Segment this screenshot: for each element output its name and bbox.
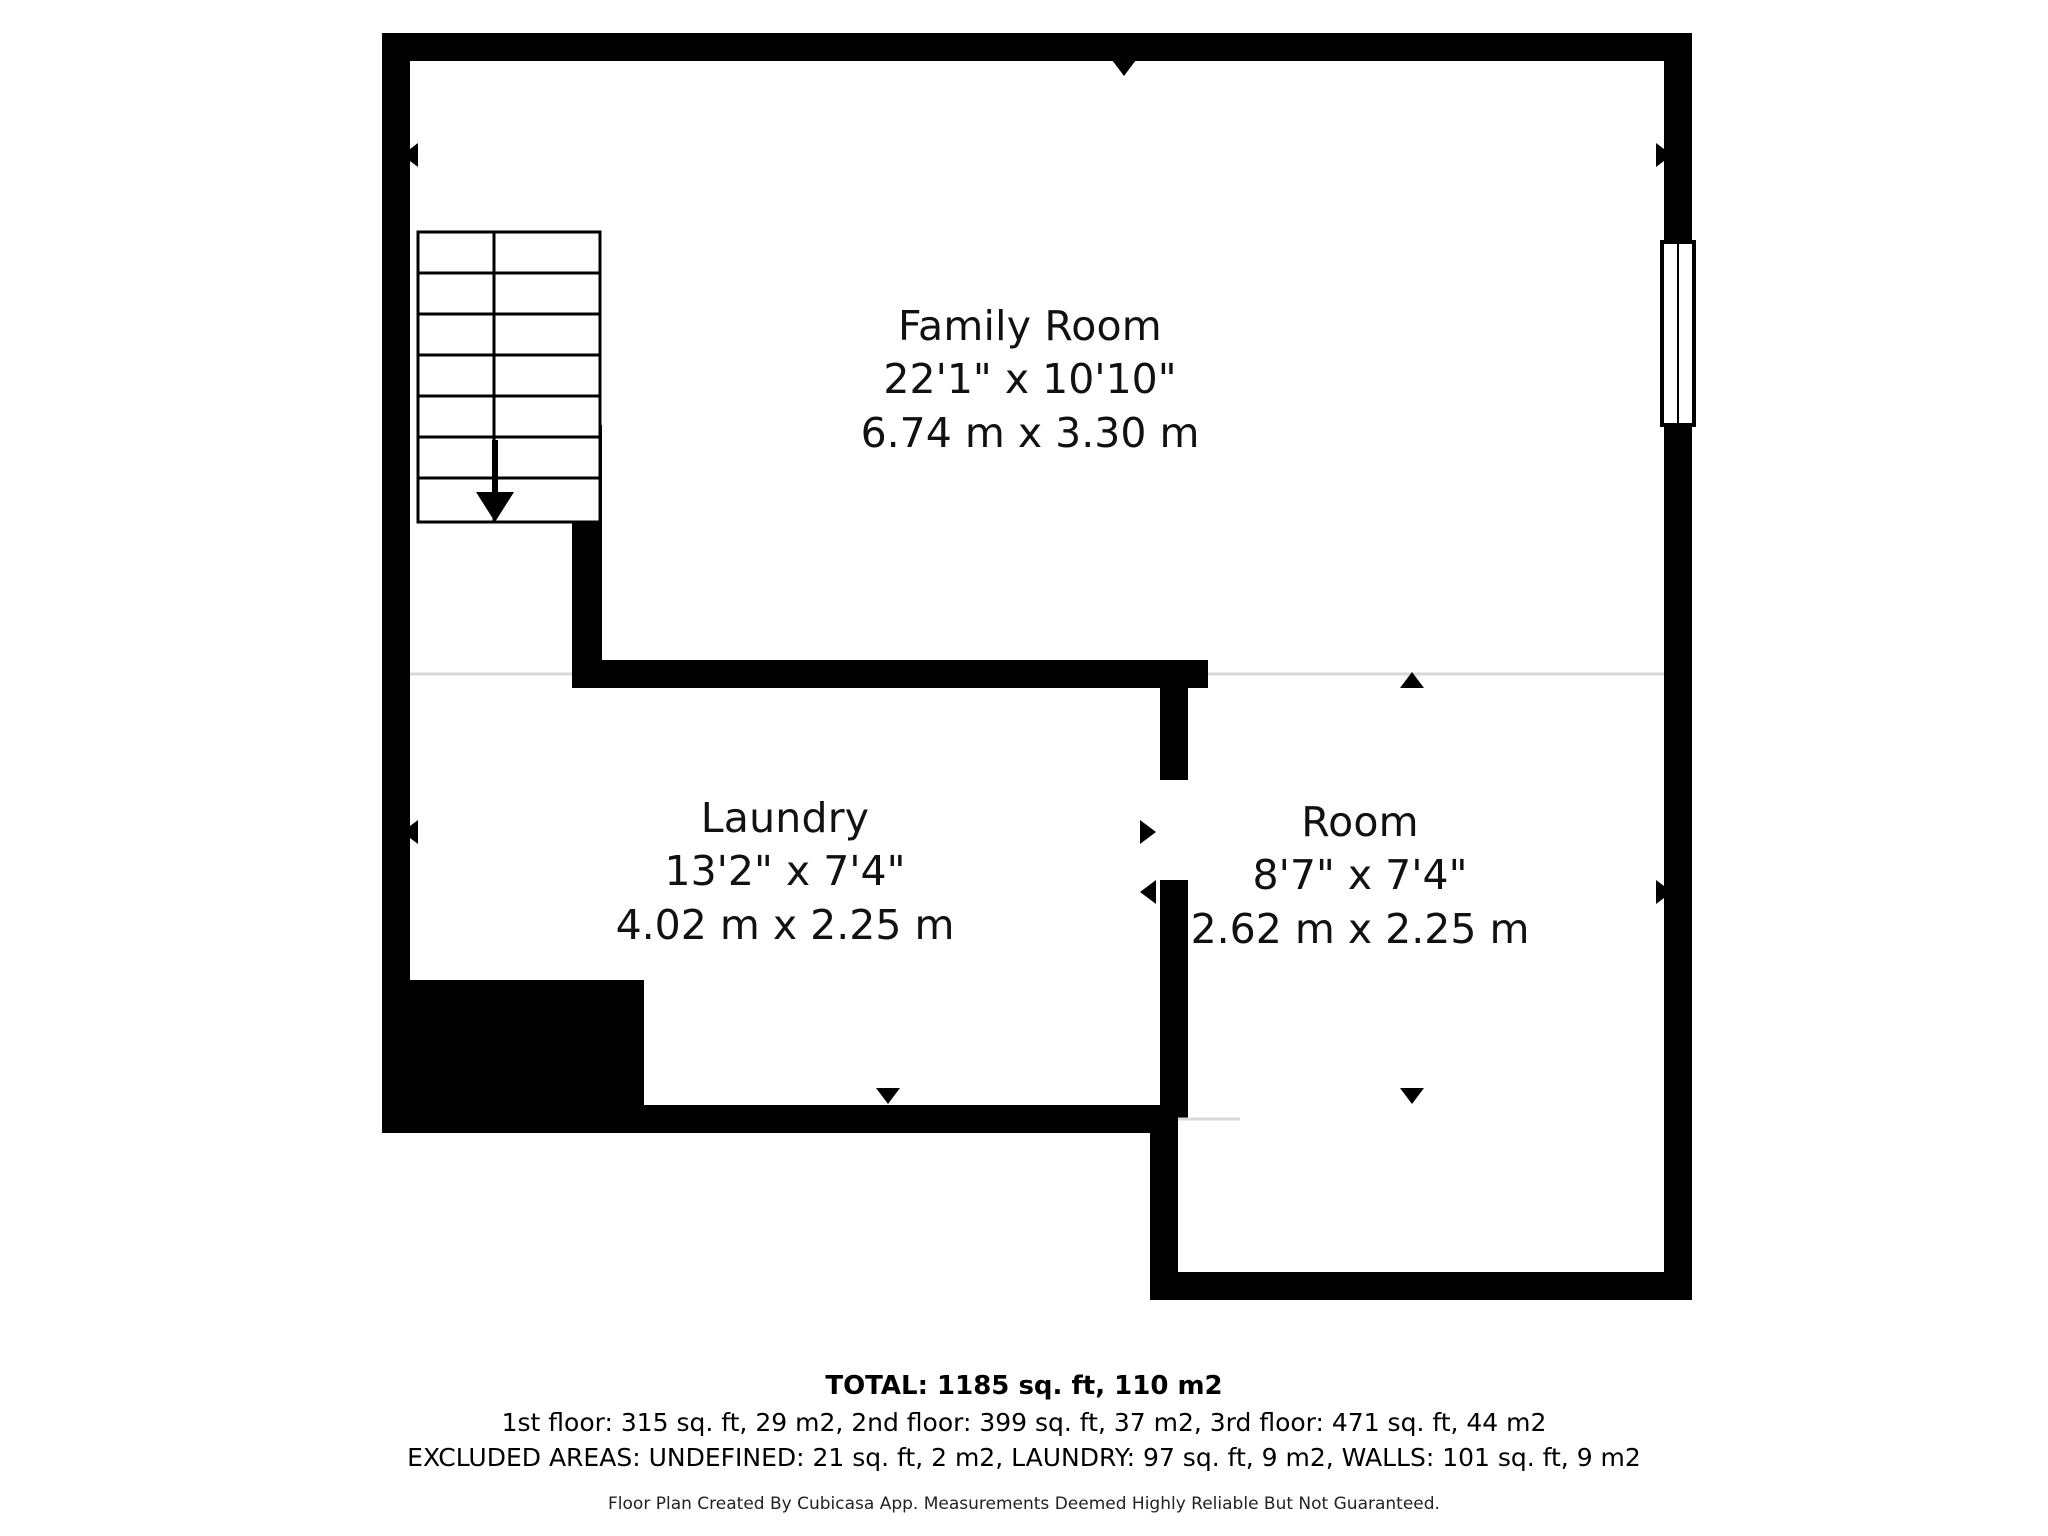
room-name: Room: [1301, 798, 1419, 846]
floor-breakdown-text: 1st floor: 315 sq. ft, 29 m2, 2nd floor: 399 sq. ft, 37 m2, 3rd floor: 471 sq. ft, 44 m2: [501, 1407, 1547, 1437]
room-label-room: [1150, 796, 1570, 956]
room-label-laundry: [555, 792, 1015, 952]
room-name: Laundry: [700, 794, 870, 842]
staircase: [418, 232, 600, 522]
room-dimensions-imperial: 8'7" x 7'4": [1252, 851, 1468, 900]
credit-text: Floor Plan Created By Cubicasa App. Measurements Deemed Highly Reliable But Not Guaranteed.: [608, 1493, 1440, 1514]
area-summary: [0, 1368, 2048, 1514]
room-dimensions-imperial: 22'1" x 10'10": [883, 355, 1177, 404]
room-label-family-room: [770, 300, 1290, 460]
excluded-areas-text: EXCLUDED AREAS: UNDEFINED: 21 sq. ft, 2 m2, LAUNDRY: 97 sq. ft, 9 m2, WALLS: 101 sq. ft, 9 m2: [407, 1443, 1641, 1473]
room-name: Family Room: [898, 302, 1162, 350]
room-dimensions-metric: 2.62 m x 2.25 m: [1190, 904, 1530, 953]
window-right: [1662, 242, 1694, 425]
room-dimensions-metric: 6.74 m x 3.30 m: [860, 408, 1200, 457]
room-dimensions-metric: 4.02 m x 2.25 m: [615, 900, 955, 949]
total-area-text: TOTAL: 1185 sq. ft, 110 m2: [825, 1371, 1223, 1401]
room-dimensions-imperial: 13'2" x 7'4": [664, 847, 906, 896]
